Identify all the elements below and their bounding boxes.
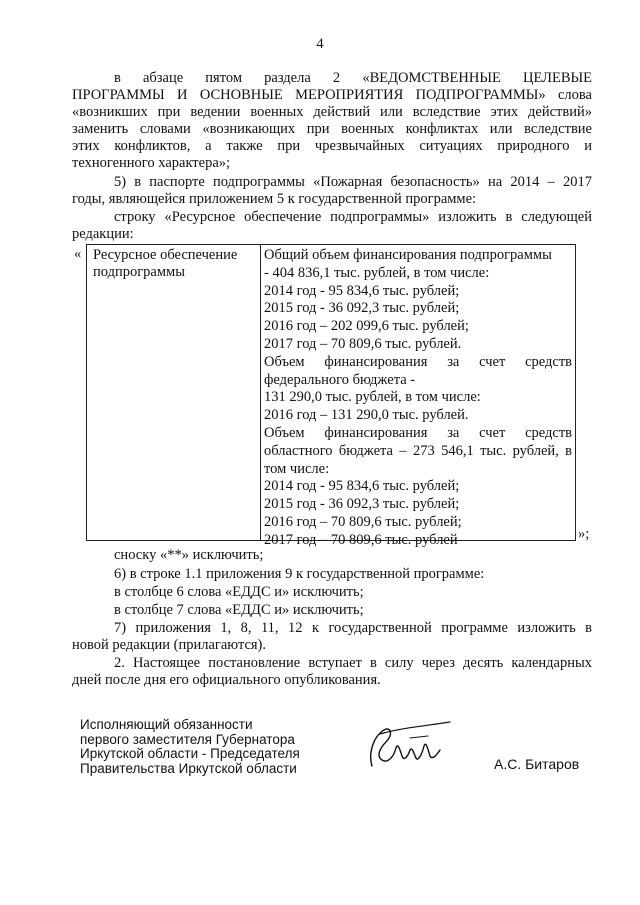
paragraph-line: в столбце 7 слова «ЕДДС и» исключить; [114, 602, 364, 618]
table-right-line: 2015 год - 36 092,3 тыс. рублей; [264, 300, 460, 317]
paragraph-line: 2. Настоящее постановление вступает в силу через десять календарных [114, 655, 592, 671]
table-divider [260, 245, 261, 540]
handwritten-signature [350, 716, 460, 776]
quote-close: »; [578, 526, 590, 542]
paragraph-line: ПРОГРАММЫ И ОСНОВНЫЕ МЕРОПРИЯТИЯ ПОДПРОГРАММЫ» слова [72, 87, 592, 103]
signatory-line: Иркутской области - Председателя [80, 746, 300, 761]
table-right-line: том числе: [264, 460, 330, 477]
paragraph-line: сноску «**» исключить; [114, 547, 264, 563]
table-right-line: федерального бюджета - [264, 371, 416, 388]
page-number: 4 [316, 36, 324, 52]
signatory-line: первого заместителя Губернатора [80, 731, 295, 747]
table-left-cell [93, 247, 258, 281]
paragraph-line: новой редакции (прилагаются). [72, 637, 267, 653]
paragraph-line: «возникших при ведении военных действий или вследствие этих действий» [72, 104, 592, 120]
table-right-line: Объем финансирования за счет средств [264, 424, 572, 441]
table-right-line: 2014 год - 95 834,6 тыс. рублей; [264, 478, 460, 495]
paragraph-line: редакции: [72, 226, 134, 242]
paragraph-line: строку «Ресурсное обеспечение подпрограммы» изложить в следующей [114, 209, 592, 225]
table-right-line: 131 290,0 тыс. рублей, в том числе: [264, 389, 481, 406]
paragraph-line: в столбце 6 слова «ЕДДС и» исключить; [114, 584, 364, 600]
table-right-line: областного бюджета – 273 546,1 тыс. рублей, в [264, 442, 572, 459]
signatory-line: Правительства Иркутской области [80, 760, 297, 776]
signatory-line: Исполняющий обязанности [80, 717, 253, 732]
paragraph-line: заменить словами «возникающих при военных конфликтах или вследствие [72, 121, 592, 137]
table-right-cell [264, 247, 572, 550]
table-right-line: 2016 год – 131 290,0 тыс. рублей. [264, 407, 469, 424]
table-right-line: Общий объем финансирования подпрограммы [264, 247, 552, 263]
paragraph-line: годы, являющейся приложением 5 к государственной программе: [72, 191, 477, 207]
paragraph-line: этих конфликтов, а также при чрезвычайных ситуациях природного и [72, 138, 592, 154]
paragraph-line: 6) в строке 1.1 приложения 9 к государственной программе: [114, 566, 485, 582]
table-right-line: - 404 836,1 тыс. рублей, в том числе: [264, 264, 490, 281]
table-left-line: подпрограммы [93, 264, 185, 280]
paragraph-line: в абзаце пятом раздела 2 «ВЕДОМСТВЕННЫЕ ЦЕЛЕВЫЕ [114, 70, 592, 86]
table-right-line: 2015 год - 36 092,3 тыс. рублей; [264, 496, 460, 513]
table-right-line: Объем финансирования за счет средств [264, 353, 572, 370]
signatory-name: А.С. Битаров [494, 756, 580, 772]
table-right-line: 2017 год – 70 809,6 тыс. рублей [264, 531, 458, 548]
table-right-line: 2016 год – 70 809,6 тыс. рублей; [264, 513, 462, 530]
paragraph-line: техногенного характера»; [72, 155, 231, 171]
quote-open: « [74, 246, 82, 262]
paragraph-line: 5) в паспорте подпрограммы «Пожарная безопасность» на 2014 – 2017 [114, 174, 592, 190]
table-right-line: 2014 год - 95 834,6 тыс. рублей; [264, 282, 460, 299]
signatory-title [80, 718, 300, 776]
paragraph-line: 7) приложения 1, 8, 11, 12 к государственной программе изложить в [114, 620, 592, 636]
table-right-line: 2016 год – 202 099,6 тыс. рублей; [264, 318, 469, 335]
table-left-line: Ресурсное обеспечение [93, 247, 238, 263]
paragraph-line: дней после дня его официального опубликования. [72, 672, 381, 688]
table-right-line: 2017 год – 70 809,6 тыс. рублей. [264, 335, 462, 352]
resource-table [86, 244, 576, 548]
